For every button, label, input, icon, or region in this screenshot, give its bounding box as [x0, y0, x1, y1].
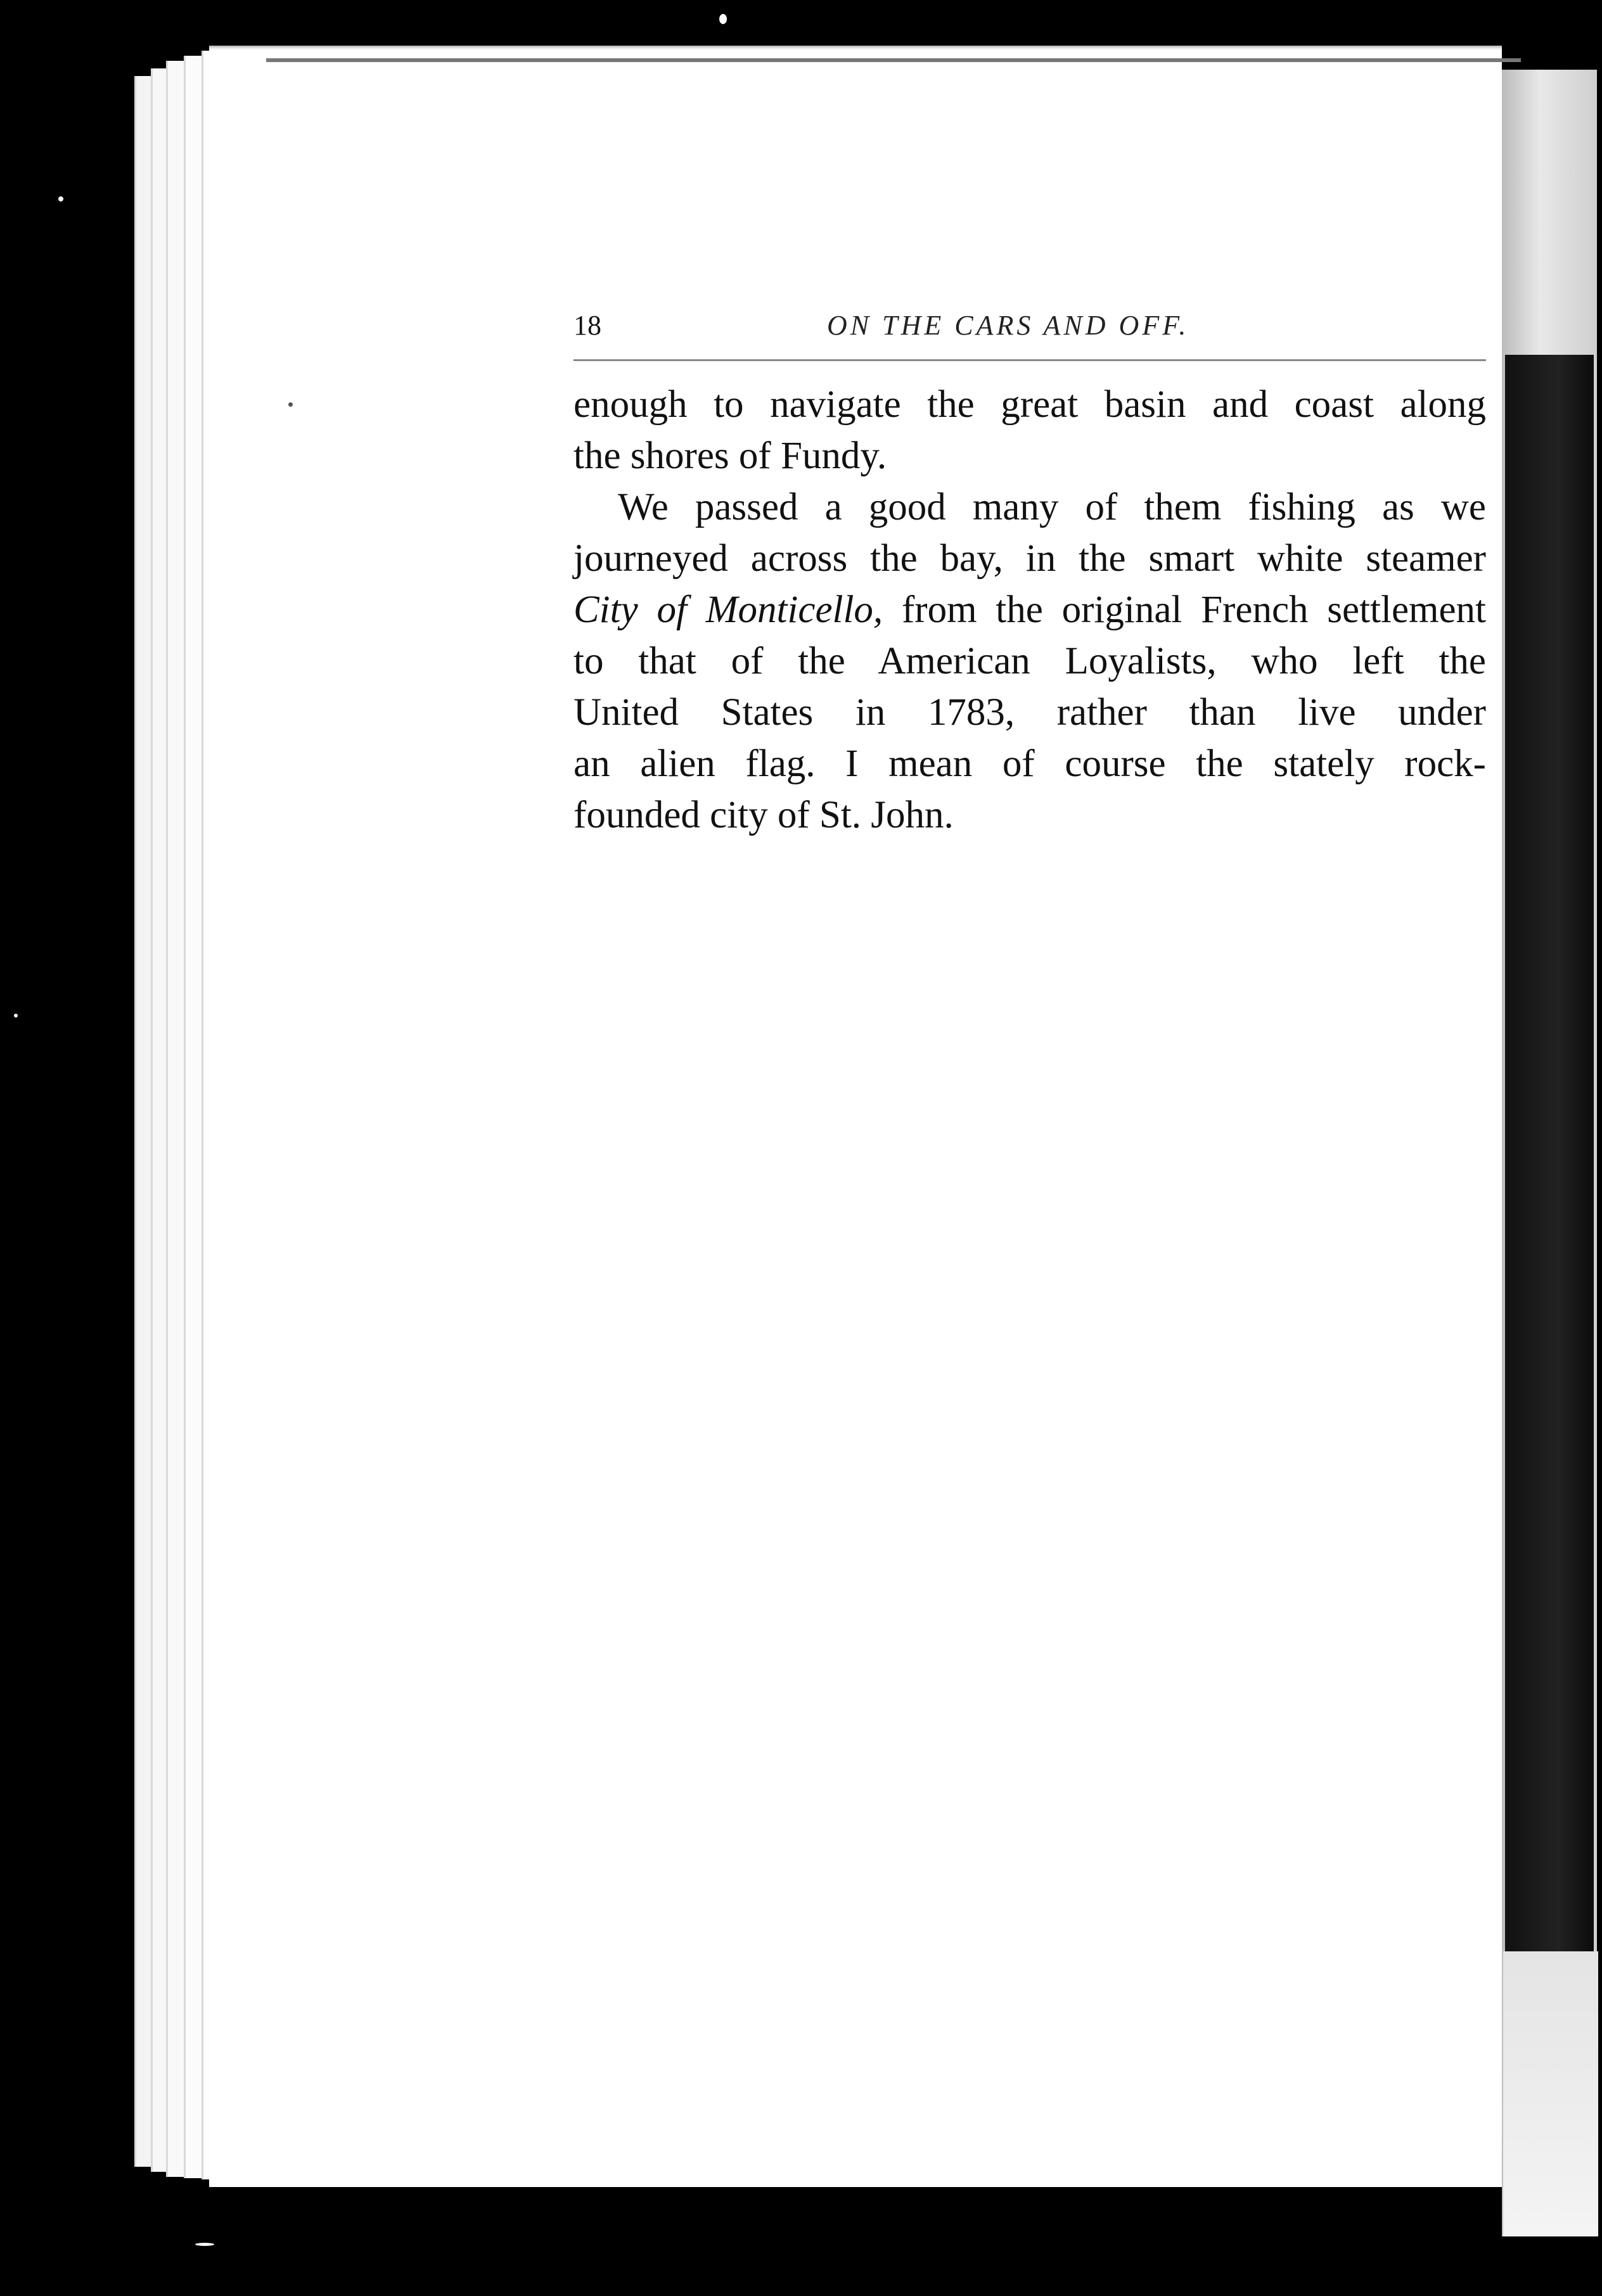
text-line: founded city of St. John. [574, 794, 954, 836]
scan-speck [288, 402, 293, 407]
header-rule [574, 359, 1486, 361]
text-line: We passed a good many of them fishing as we [618, 486, 1486, 528]
text-line: the shores of Fundy. [574, 435, 887, 477]
body-text [574, 379, 1486, 841]
scan-speck [14, 1014, 18, 1017]
page-top-edge [266, 58, 1521, 62]
text-line: journeyed across the bay, in the smart white steamer [574, 537, 1486, 580]
book-page [209, 46, 1502, 2187]
running-title: ON THE CARS AND OFF. [827, 310, 1189, 341]
adjacent-page-edge-lower [1503, 1951, 1598, 2236]
book-cover-shadow [1505, 355, 1594, 1951]
text-line: United States in 1783, rather than live under [574, 691, 1486, 734]
ship-name: City of Monticello, [574, 589, 883, 631]
scan-speck [58, 196, 63, 201]
text-line: an alien flag. I mean of course the stately rock- [574, 743, 1486, 785]
text-line [574, 584, 1486, 635]
text-line: enough to navigate the great basin and coast along [574, 383, 1486, 426]
running-head [574, 309, 1486, 347]
text-segment: from the original French settlement [883, 589, 1486, 631]
page-number: 18 [574, 310, 601, 341]
text-line: to that of the American Loyalists, who left the [574, 640, 1486, 682]
scan-speck [195, 2243, 214, 2246]
scan-speck [719, 14, 727, 24]
